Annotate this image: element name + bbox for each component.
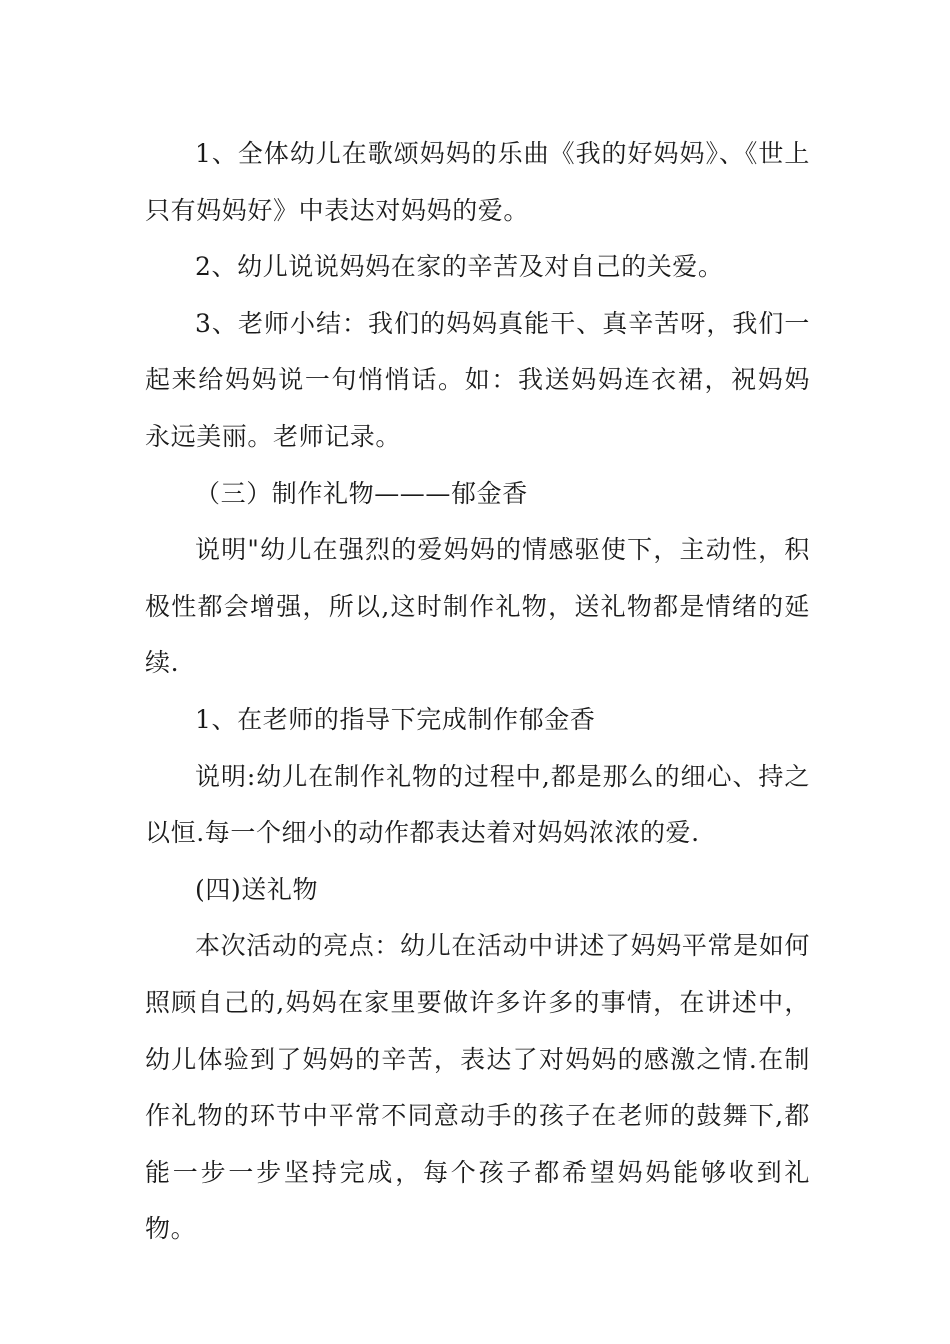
section-heading-make-gift: （三）制作礼物———郁金香 (195, 478, 528, 508)
paragraph-teacher-summary: 3、老师小结：我们的妈妈真能干、真辛苦呀，我们一起来给妈妈说一句悄悄话。如：我送妈妈连衣裙，祝妈妈永远美丽。老师记录。 (145, 308, 810, 451)
paragraph-explanation-1: 说明"幼儿在强烈的爱妈妈的情感驱使下，主动性，积极性都会增强，所以,这时制作礼物，送礼物都是情绪的延续. (145, 535, 810, 678)
section-heading-give-gift: (四)送礼物 (195, 874, 319, 904)
paragraph-highlights: 本次活动的亮点：幼儿在活动中讲述了妈妈平常是如何照顾自己的,妈妈在家里要做许多许多的事情，在讲述中，幼儿体验到了妈妈的辛苦，表达了对妈妈的感激之情.在制作礼物的环节中平常不同意动手的孩子在老师的鼓舞下,都能一步一步坚持完成，每个孩子都希望妈妈能够收到礼物。 (145, 931, 810, 1244)
paragraph-song-activity: 1、全体幼儿在歌颂妈妈的乐曲《我的好妈妈》、《世上只有妈妈好》中表达对妈妈的爱。 (145, 139, 810, 225)
paragraph-mother-hardship: 2、幼儿说说妈妈在家的辛苦及对自己的关爱。 (195, 252, 724, 282)
paragraph-explanation-2: 说明:幼儿在制作礼物的过程中,都是那么的细心、持之以恒.每一个细小的动作都表达着对妈妈浓浓的爱. (145, 761, 810, 848)
document-body (145, 126, 810, 1258)
paragraph-make-tulip: 1、在老师的指导下完成制作郁金香 (195, 704, 596, 734)
